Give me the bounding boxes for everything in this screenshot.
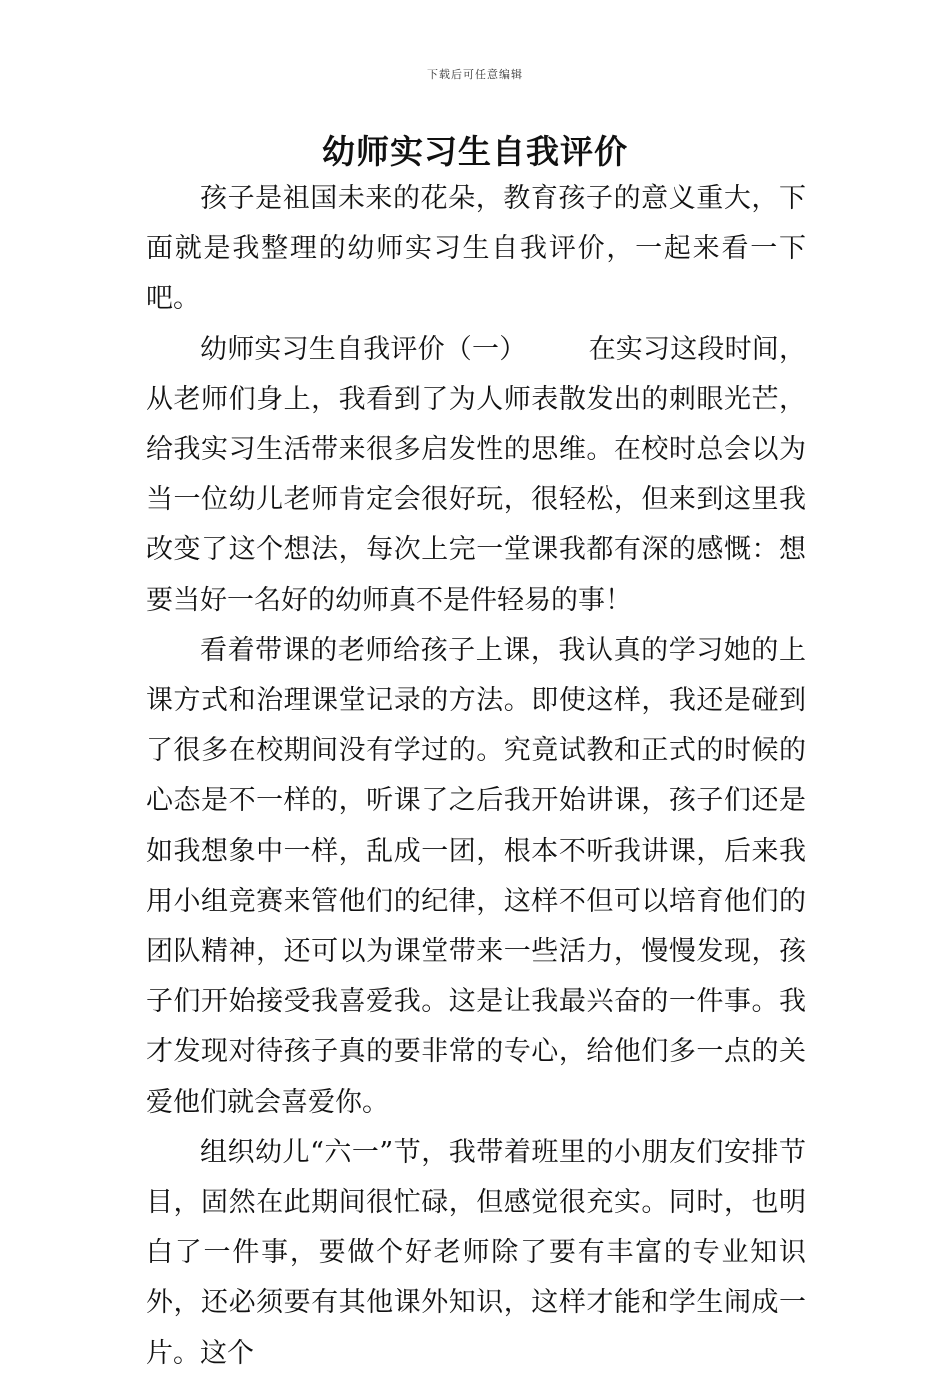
document-body [146,174,806,1379]
document-title: 幼师实习生自我评价 [322,132,628,171]
section-one-paragraph [146,325,806,626]
header-note: 下载后可任意编辑 [427,68,523,81]
body-paragraph [146,1128,806,1379]
paragraph-text: 组织幼儿“六一”节，我带着班里的小朋友们安排节目，固然在此期间很忙碌，但感觉很充实。同时，也明白了一件事，要做个好老师除了要有丰富的专业知识外，还必须要有其他课外知识，这样才能和学生闹成一片。这个 [146,1136,806,1369]
paragraph-text: 看着带课的老师给孩子上课，我认真的学习她的上课方式和治理课堂记录的方法。即使这样，我还是碰到了很多在校期间没有学过的。究竟试教和正式的时候的心态是不一样的，听课了之后我开始讲课，孩子们还是如我想象中一样，乱成一团，根本不听我讲课，后来我用小组竞赛来管他们的纪律，这样不但可以培育他们的团队精神，还可以为课堂带来一些活力，慢慢发现，孩子们开始接受我喜爱我。这是让我最兴奋的一件事。我才发现对待孩子真的要非常的专心，给他们多一点的关爱他们就会喜爱你。 [146,634,806,1118]
intro-paragraph [146,174,806,325]
section-heading: 幼师实习生自我评价（一） [200,333,527,365]
paragraph-text: 孩子是祖国未来的花朵，教育孩子的意义重大，下面就是我整理的幼师实习生自我评价，一起来看一下吧。 [146,183,806,315]
paragraph-text: 在实习这段时间，从老师们身上，我看到了为人师表散发出的刺眼光芒，给我实习生活带来很多启发性的思维。在校时总会以为当一位幼儿老师肯定会很好玩，很轻松，但来到这里我改变了这个想法，每次上完一堂课我都有深的感慨：想要当好一名好的幼师真不是件轻易的事！ [146,333,807,616]
body-paragraph [146,626,806,1128]
